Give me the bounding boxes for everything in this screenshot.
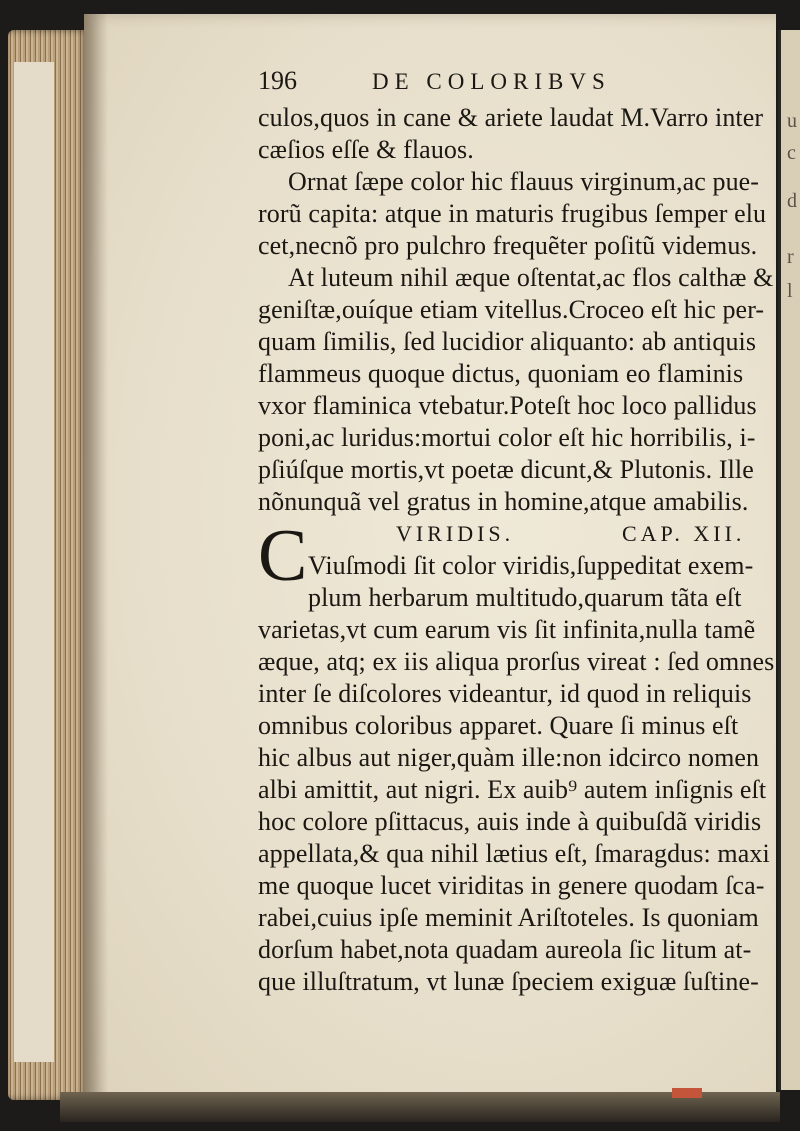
chapter-title: VIRIDIS. bbox=[396, 521, 515, 546]
facing-page-fragment: l bbox=[787, 280, 793, 302]
drop-cap: C bbox=[258, 515, 308, 597]
text-line: vxor flaminica vtebatur.Poteſt hoc loco pallidus bbox=[258, 391, 757, 420]
text-line: dorſum habet,nota quadam aureola ſic litum at- bbox=[258, 935, 752, 964]
text-line: Ornat ſæpe color hic flauus virginum,ac pue- bbox=[288, 167, 760, 196]
text-line: hic albus aut niger,quàm ille:non idcirco nomen bbox=[258, 743, 760, 772]
text-line: nõnunquã vel gratus in homine,atque amabilis. bbox=[258, 487, 749, 516]
text-line: cæſios eſſe & flauos. bbox=[258, 135, 474, 164]
page-header bbox=[258, 66, 758, 100]
text-line: cet,necnõ pro pulchro frequẽter poſitũ videmus. bbox=[258, 231, 758, 260]
text-line: Viuſmodi ſit color viridis,ſuppeditat exem- bbox=[308, 551, 754, 580]
text-line: geniſtæ,ouíque etiam vitellus.Croceo eſt hic per- bbox=[258, 295, 765, 324]
page-number: 196 bbox=[258, 66, 297, 95]
text-line: At luteum nihil æque oſtentat,ac flos calthæ & bbox=[288, 263, 774, 292]
chapter-heading bbox=[258, 518, 778, 550]
facing-page-fragment: u bbox=[787, 110, 797, 132]
body-text bbox=[258, 102, 778, 998]
left-page-sliver bbox=[14, 62, 54, 1062]
text-line: quam ſimilis, ſed lucidior aliquanto: ab antiquis bbox=[258, 327, 757, 356]
text-line: inter ſe diſcolores videantur, id quod in reliquis bbox=[258, 679, 752, 708]
text-line: omnibus coloribus apparet. Quare ſi minus eſt bbox=[258, 711, 739, 740]
text-line: plum herbarum multitudo,quarum tãta eſt bbox=[308, 583, 742, 612]
text-line: rorũ capita: atque in maturis frugibus ſemper elu bbox=[258, 199, 767, 228]
text-line: appellata,& qua nihil lætius eſt, ſmaragdus: maxi bbox=[258, 839, 770, 868]
running-title: DE COLORIBVS bbox=[372, 69, 611, 94]
text-line: pſiúſque mortis,vt poetæ dicunt,& Plutonis. Ille bbox=[258, 455, 754, 484]
chapter-number: CAP. XII. bbox=[622, 521, 746, 546]
text-line: culos,quos in cane & ariete laudat M.Varro inter bbox=[258, 103, 764, 132]
text-line: me quoque lucet viriditas in genere quodam ſca- bbox=[258, 871, 765, 900]
facing-page-fragment: c bbox=[787, 142, 796, 164]
bookmark-tab bbox=[672, 1088, 702, 1098]
text-line: que illuſtratum, vt lunæ ſpeciem exiguæ ſuſtine- bbox=[258, 967, 759, 996]
text-line: flammeus quoque dictus, quoniam eo flaminis bbox=[258, 359, 744, 388]
text-line: rabei,cuius ipſe meminit Ariſtoteles. Is quoniam bbox=[258, 903, 759, 932]
gutter-shadow bbox=[84, 14, 108, 1106]
facing-page-fragment: d bbox=[787, 190, 797, 212]
text-line: varietas,vt cum earum vis ſit infinita,nulla tamẽ bbox=[258, 615, 756, 644]
text-line: æque, atq; ex iis aliqua prorſus vireat : ſed omnes bbox=[258, 647, 775, 676]
text-line: albi amittit, aut nigri. Ex auib⁹ autem inſignis eſt bbox=[258, 775, 767, 804]
text-line: hoc colore pſittacus, auis inde à quibuſdã viridis bbox=[258, 807, 762, 836]
facing-page-fragment: r bbox=[787, 246, 794, 268]
text-line: poni,ac luridus:mortui color eſt hic horribilis, i- bbox=[258, 423, 756, 452]
facing-page-edge bbox=[778, 30, 800, 1090]
